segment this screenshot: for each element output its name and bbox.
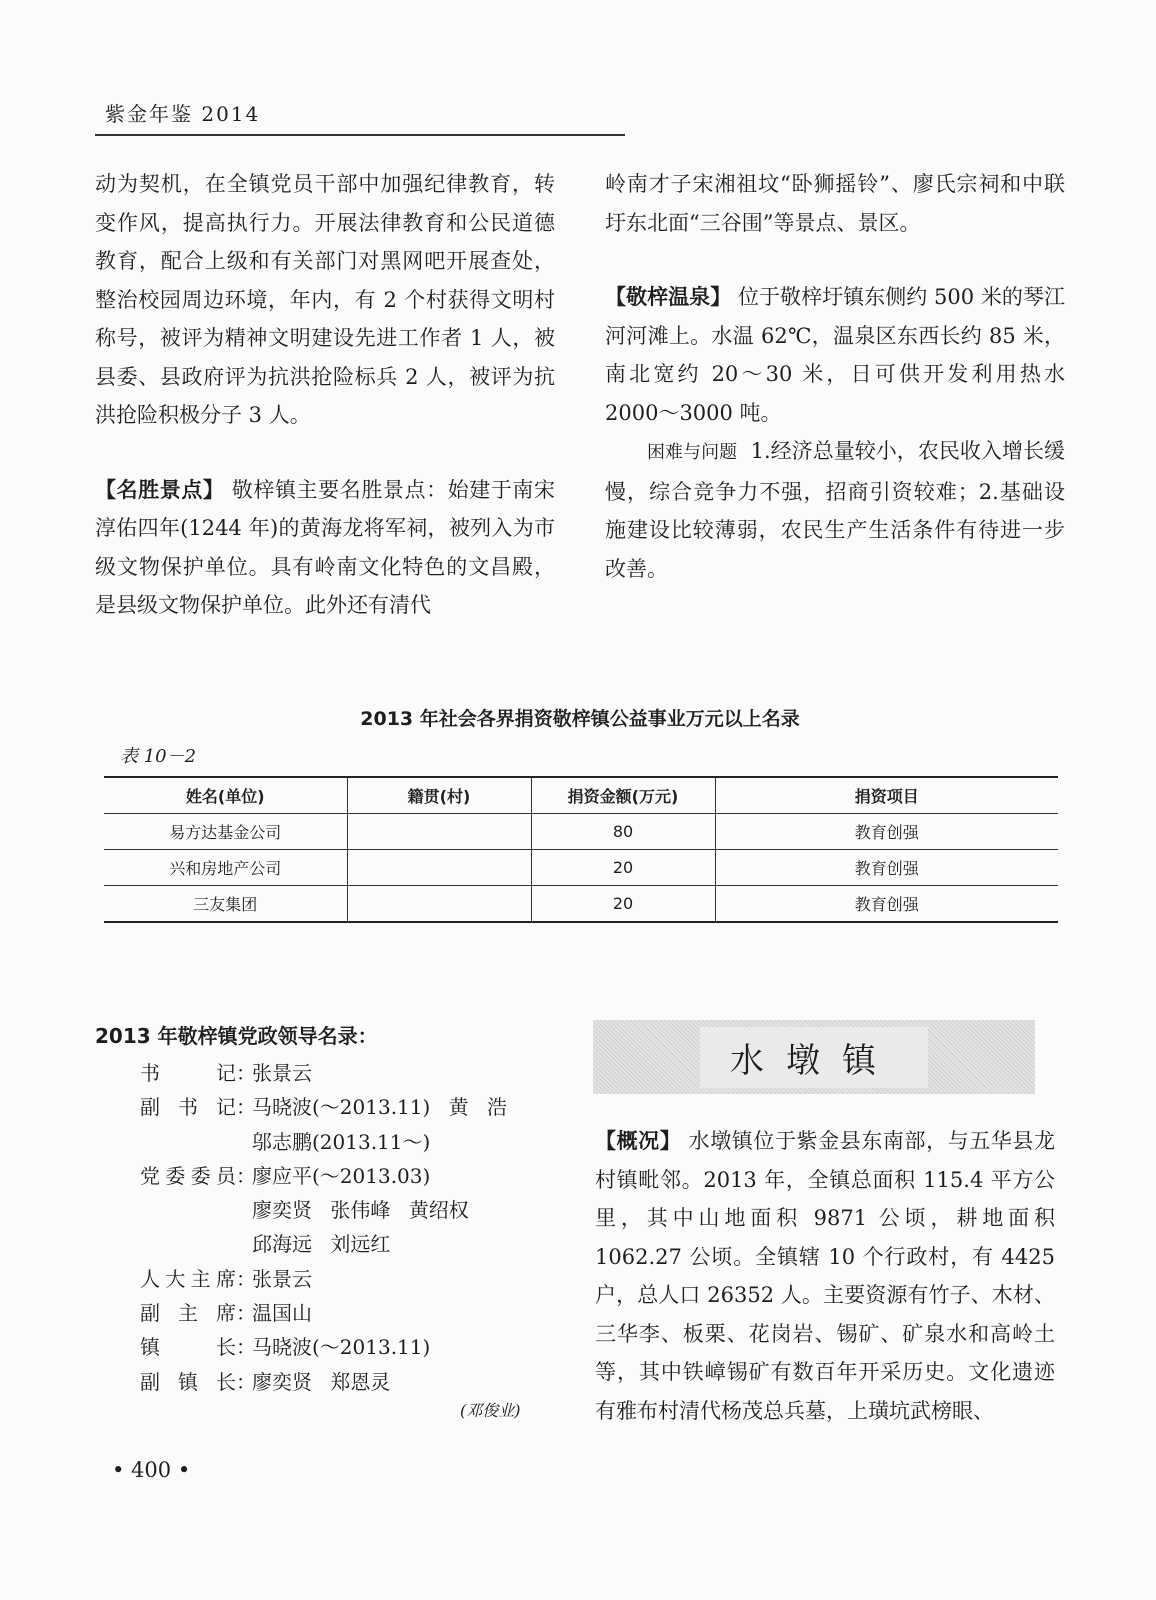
author-credit: (邓俊业) <box>460 1401 521 1420</box>
scenic-heading: 【名胜景点】 <box>95 477 225 502</box>
left-column <box>95 165 555 625</box>
donor-name: 兴和房地产公司 <box>104 850 347 886</box>
table-row <box>104 886 1058 923</box>
donation-table <box>104 776 1058 923</box>
paragraph-scenic <box>95 471 555 625</box>
leader-role: 镇 长 <box>140 1335 236 1360</box>
leader-row <box>140 1056 507 1090</box>
table-row <box>104 814 1058 850</box>
leader-name: 邱海远 刘远红 <box>252 1232 391 1257</box>
leader-colon: ： <box>236 1369 256 1394</box>
paragraph-scenic-continued: 岭南才子宋湘祖坟“卧狮摇铃”、廖氏宗祠和中联圩东北面“三谷围”等景点、景区。 <box>605 172 1065 235</box>
table-number: 表 10－2 <box>120 746 197 767</box>
leader-row <box>140 1227 507 1261</box>
leader-name: 张景云 <box>252 1266 312 1291</box>
leader-role <box>140 1193 236 1227</box>
leader-role: 书 记 <box>140 1061 236 1085</box>
leader-colon: ： <box>236 1266 256 1291</box>
column-header-hometown: 籍贯(村) <box>347 777 531 814</box>
donor-hometown <box>347 850 531 886</box>
table-header-row <box>104 777 1058 814</box>
paragraph-hotspring <box>605 278 1065 432</box>
leader-role <box>140 1227 236 1261</box>
leader-role: 人 大 主 席 <box>140 1266 236 1291</box>
leader-row <box>140 1125 507 1159</box>
table-title: 2013 年社会各界捐资敬梓镇公益事业万元以上名录 <box>360 708 800 730</box>
leader-row <box>140 1090 507 1124</box>
hotspring-text: 位于敬梓圩镇东侧约 500 米的琴江河河滩上。水温 62℃，温泉区东西长约 85 米，南北宽约 20～30 米，日可供开发利用热水 2000～3000 吨。 <box>605 285 1065 425</box>
leader-row <box>140 1159 507 1193</box>
overview-text: 水墩镇位于紫金县东南部，与五华县龙村镇毗邻。2013 年，全镇总面积 115.4 平方公里，其中山地面积 9871 公顷，耕地面积 1062.27 公顷。全镇辖 10 个行政村，有 4425 户，总人口 26352 人。主要资源有竹子、木材、三华李、板栗、花岗岩、锡矿、矿泉水和高岭土等，其中铁嶂锡矿有数百年开采历史。文化遗迹有雅布村清代杨茂总兵墓，上璜坑武榜眼、 <box>595 1129 1056 1423</box>
hotspring-heading: 【敬梓温泉】 <box>605 285 732 309</box>
table-row <box>104 850 1058 886</box>
leader-colon: ： <box>236 1163 256 1188</box>
overview-heading: 【概况】 <box>595 1129 682 1153</box>
leader-row <box>140 1193 507 1227</box>
leaders-list <box>140 1056 507 1399</box>
leader-row <box>140 1330 507 1364</box>
town-section-title: 水墩镇 <box>700 1027 928 1088</box>
leader-name: 廖奕贤 张伟峰 黄绍权 <box>252 1198 469 1223</box>
leader-name: 温国山 <box>252 1301 312 1326</box>
leader-role: 党 委 委 员 <box>140 1163 236 1188</box>
problems-text: 1.经济总量较小，农民收入增长缓慢，综合竞争力不强，招商引资较难；2.基础设施建设比较薄弱，农民生产生活条件有待进一步改善。 <box>605 439 1066 581</box>
problems-heading: 困难与问题 <box>647 442 738 463</box>
column-header-amount: 捐资金额(万元) <box>531 777 715 814</box>
donation-amount: 20 <box>531 886 715 923</box>
leader-colon: ： <box>236 1061 256 1085</box>
donation-project: 教育创强 <box>715 814 1058 850</box>
leader-name: 廖应平(～2013.03) <box>252 1163 431 1188</box>
leader-name: 马晓波(～2013.11) <box>252 1335 431 1360</box>
leader-row <box>140 1296 507 1330</box>
paragraph-discipline: 动为契机，在全镇党员干部中加强纪律教育，转变作风，提高执行力。开展法律教育和公民道德教育，配合上级和有关部门对黑网吧开展查处，整治校园周边环境，年内，有 2 个村获得文明村称号，被评为精神文明建设先进工作者 1 人，被县委、县政府评为抗洪抢险标兵 2 人，被评为抗洪抢险积极分子 3 人。 <box>95 172 555 427</box>
leader-colon <box>236 1227 252 1261</box>
donation-project: 教育创强 <box>715 886 1058 923</box>
donor-name: 三友集团 <box>104 886 347 923</box>
leader-row <box>140 1262 507 1296</box>
running-header: 紫金年鉴 2014 <box>105 102 261 126</box>
town-overview-column <box>595 1122 1055 1430</box>
leader-role <box>140 1125 236 1159</box>
leader-colon: ： <box>236 1301 256 1326</box>
leader-role: 副 书 记 <box>140 1095 236 1120</box>
leaders-title: 2013 年敬梓镇党政领导名录： <box>95 1024 378 1048</box>
donation-project: 教育创强 <box>715 850 1058 886</box>
leader-role: 副 镇 长 <box>140 1369 236 1394</box>
right-column <box>605 165 1065 588</box>
donation-amount: 80 <box>531 814 715 850</box>
leader-name: 廖奕贤 郑恩灵 <box>252 1369 391 1394</box>
leader-role: 副 主 席 <box>140 1301 236 1326</box>
page-number: • 400 • <box>112 1458 191 1482</box>
scenic-text: 敬梓镇主要名胜景点：始建于南宋淳佑四年(1244 年)的黄海龙将军祠，被列入为市级文物保护单位。具有岭南文化特色的文昌殿，是县级文物保护单位。此外还有清代 <box>95 477 556 617</box>
leader-row <box>140 1365 507 1399</box>
leader-name: 邬志鹏(2013.11～) <box>252 1129 431 1154</box>
header-rule <box>95 134 625 136</box>
leader-colon <box>236 1125 252 1159</box>
column-header-project: 捐资项目 <box>715 777 1058 814</box>
leader-colon: ： <box>236 1095 256 1120</box>
donor-name: 易方达基金公司 <box>104 814 347 850</box>
paragraph-problems <box>605 432 1065 588</box>
leader-colon <box>236 1193 252 1227</box>
column-header-name: 姓名(单位) <box>104 777 347 814</box>
donor-hometown <box>347 814 531 850</box>
leader-name: 马晓波(～2013.11) 黄 浩 <box>252 1095 508 1120</box>
leader-colon: ： <box>236 1335 256 1360</box>
donor-hometown <box>347 886 531 923</box>
paragraph-overview <box>595 1122 1055 1430</box>
donation-amount: 20 <box>531 850 715 886</box>
town-section-banner <box>593 1020 1035 1094</box>
leader-name: 张景云 <box>252 1061 312 1085</box>
